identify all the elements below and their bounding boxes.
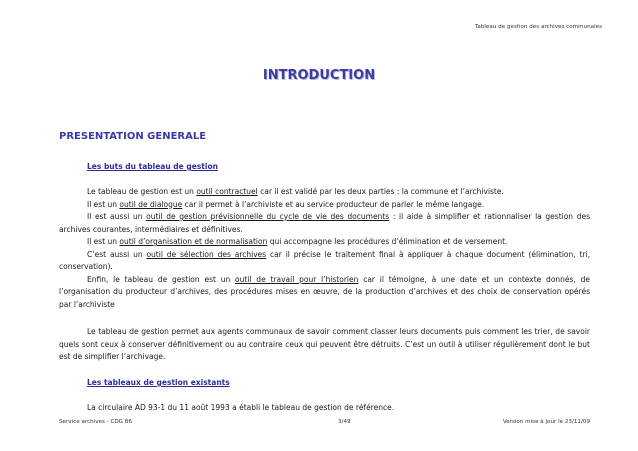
paragraph: Le tableau de gestion est un outil contractuel car il est validé par les deux parties : la commune et l’archiviste. <box>87 187 504 196</box>
section-title: PRESENTATION GENERALE <box>59 131 207 142</box>
page-number: 3/49 <box>338 419 351 425</box>
subtitle-existing: Les tableaux de gestion existants <box>87 378 230 387</box>
footer-right: Version mise à jour le 23/11/09 <box>502 419 590 425</box>
paragraph: Le tableau de gestion permet aux agents communaux de savoir comment classer leurs documents puis comment les trier, de savoir quels sont ceux à conserver définitivement ou au contraire ceux qui peuvent être détruits. C’est un outil à utiliser régulièrement dont le but est de simplifier l’archivage. <box>59 327 590 361</box>
footer-left: Service archives - CDG 86 <box>59 419 132 425</box>
paragraph: Il est aussi un outil de gestion prévisionnelle du cycle de vie des documents : il aide à simplifier et rationnaliser la gestion des archives courantes, intermédiaires et définitives. <box>59 212 590 234</box>
paragraph: Enfin, le tableau de gestion est un outil de travail pour l’historien car il témoigne, à une date et un contexte donnés, de l’organisation du producteur d’archives, des procédures mises en œuvre, de la production d’archives et des choix de conservation opérés par l’archiviste <box>59 274 590 309</box>
running-header: Tableau de gestion des archives communales <box>474 24 602 30</box>
paragraph: Il est un outil d’organisation et de normalisation qui accompagne les procédures d’élimination et de versement. <box>87 237 508 246</box>
page-title: INTRODUCTION <box>262 68 376 83</box>
subtitle-goals: Les buts du tableau de gestion <box>87 162 218 171</box>
paragraph: Il est un outil de dialogue car il permet à l’archiviste et au service producteur de parler le même langage. <box>87 199 485 209</box>
paragraph: La circulaire AD 93-1 du 11 août 1993 a établi le tableau de gestion de référence. <box>87 403 395 412</box>
body-usage <box>59 326 590 364</box>
body-goals <box>59 186 590 311</box>
paragraph: C’est aussi un outil de sélection des archives car il précise le traitement final à appliquer à chaque document (élimination, tri, conservation). <box>59 249 590 271</box>
body-existing <box>59 402 590 415</box>
